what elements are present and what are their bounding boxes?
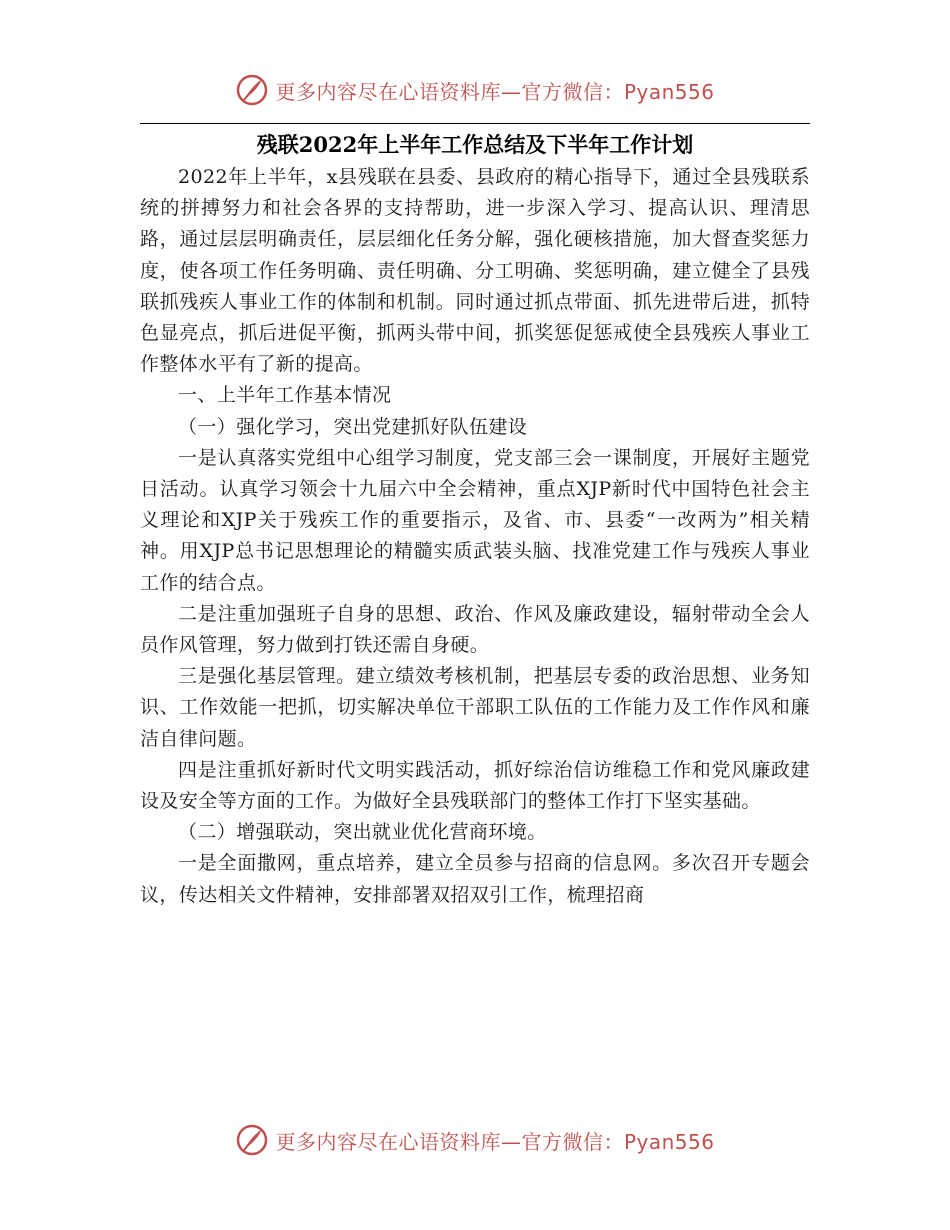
body-paragraph: 一是全面撒网，重点培养，建立全员参与招商的信息网。多次召开专题会议，传达相关文件精神，安排部署双招双引工作，梳理招商 — [140, 852, 810, 906]
body-paragraph: 四是注重抓好新时代文明实践活动，抓好综治信访维稳工作和党风廉政建设及安全等方面的工作。为做好全县残联部门的整体工作打下坚实基础。 — [140, 758, 810, 813]
body-paragraph-intro: 2022年上半年，x县残联在县委、县政府的精心指导下，通过全县残联系统的拼搏努力和社会各界的支持帮助，进一步深入学习、提高认识、理清思路，通过层层明确责任，层层细化任务分解，强化硬核措施，加大督查奖惩力度，使各项工作任务明确、责任明确、分工明确、奖惩明确，建立健全了县残联抓残疾人事业工作的体制和机制。同时通过抓点带面、抓先进带后进，抓特色显亮点，抓后进促平衡，抓两头带中间，抓奖惩促惩戒使全县残疾人事业工作整体水平有了新的提高。 — [140, 166, 810, 376]
document-body — [140, 162, 810, 911]
header-watermark-banner — [0, 70, 950, 110]
body-paragraph: 三是强化基层管理。建立绩效考核机制，把基层专委的政治思想、业务知识、工作效能一把抓，切实解决单位干部职工队伍的工作能力及工作作风和廉洁自律问题。 — [140, 665, 810, 750]
subsection-heading: （一）强化学习，突出党建抓好队伍建设 — [178, 415, 528, 438]
footer-watermark-banner — [0, 1120, 950, 1160]
feather-quill-logo-icon — [235, 1123, 269, 1157]
body-paragraph: 一是认真落实党组中心组学习制度，党支部三会一课制度，开展好主题党日活动。认真学习领会十九届六中全会精神，重点XJP新时代中国特色社会主义理论和XJP关于残疾工作的重要指示，及省、市、县委“一改两为”相关精神。用XJP总书记思想理论的精髓实质武装头脑、找准党建工作与残疾人事业工作的结合点。 — [140, 446, 810, 594]
section-heading: 一、上半年工作基本情况 — [178, 384, 392, 407]
document-title: 残联2022年上半年工作总结及下半年工作计划 — [256, 132, 694, 157]
subsection-heading: （二）增强联动，突出就业优化营商环境。 — [178, 821, 547, 844]
title-rule-divider — [140, 123, 810, 124]
watermark-text: 更多内容尽在心语资料库—官方微信：Pyan556 — [275, 79, 715, 104]
feather-quill-logo-icon — [235, 73, 269, 107]
body-paragraph: 二是注重加强班子自身的思想、政治、作风及廉政建设，辐射带动全会人员作风管理，努力做到打铁还需自身硬。 — [140, 602, 810, 657]
watermark-text: 更多内容尽在心语资料库—官方微信：Pyan556 — [275, 1129, 715, 1154]
